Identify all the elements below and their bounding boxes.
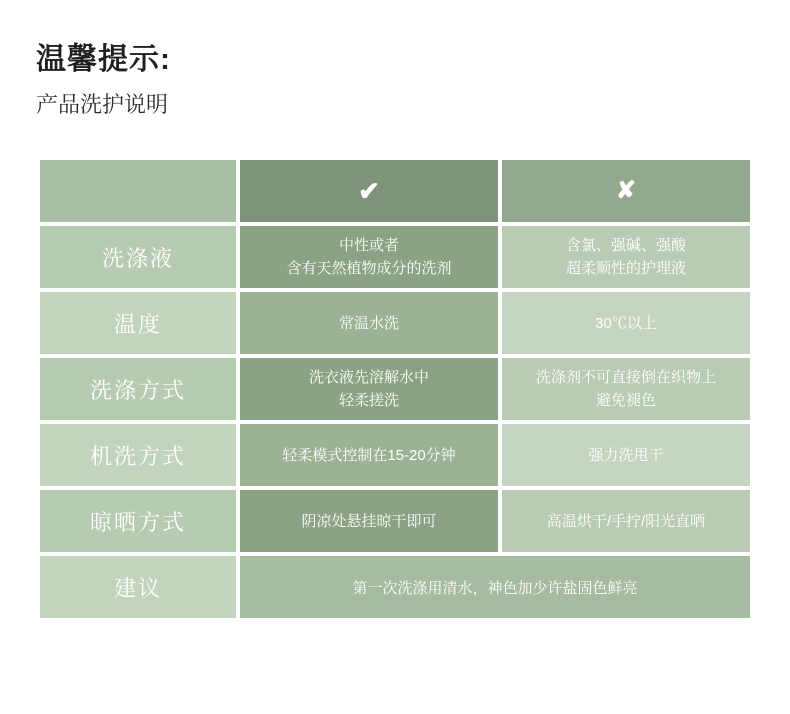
cross-icon: ✘ <box>615 177 637 205</box>
header-blank-cell <box>40 160 236 222</box>
row-dont-value <box>502 358 750 420</box>
row-label: 温度 <box>40 292 236 354</box>
row-label: 洗涤液 <box>40 226 236 288</box>
do-line: 含有天然植物成分的洗剂 <box>286 260 452 278</box>
table-row <box>40 490 750 552</box>
row-dont-value <box>502 226 750 288</box>
row-dont-value <box>502 292 750 354</box>
row-dont-value <box>502 490 750 552</box>
table-row <box>40 358 750 420</box>
page-subtitle: 产品洗护说明 <box>36 92 169 117</box>
row-do-value <box>240 226 498 288</box>
row-label: 机洗方式 <box>40 424 236 486</box>
advice-value: 第一次洗涤用清水，神色加少许盐固色鲜亮 <box>240 556 750 618</box>
do-line: 常温水洗 <box>338 314 399 332</box>
dont-line: 30℃以上 <box>595 314 657 332</box>
advice-label: 建议 <box>40 556 236 618</box>
do-line: 轻柔搓洗 <box>338 392 399 410</box>
row-do-value <box>240 292 498 354</box>
do-line: 中性或者 <box>338 237 399 255</box>
check-icon: ✔ <box>358 175 380 206</box>
dont-line: 洗涤剂不可直接倒在织物上 <box>535 369 716 387</box>
header-do-cell <box>240 160 498 222</box>
dont-line: 超柔顺性的护理液 <box>565 260 686 278</box>
do-line: 洗衣液先溶解水中 <box>308 369 429 387</box>
row-label: 洗涤方式 <box>40 358 236 420</box>
row-do-value <box>240 424 498 486</box>
table-row <box>40 292 750 354</box>
dont-line: 含氯、强碱、强酸 <box>565 237 686 255</box>
table-row <box>40 424 750 486</box>
row-do-value <box>240 490 498 552</box>
care-instructions-table <box>36 156 754 622</box>
do-line: 轻柔模式控制在15-20分钟 <box>282 446 456 464</box>
page-title: 温馨提示: <box>36 43 171 76</box>
dont-line: 强力洗甩干 <box>588 446 664 464</box>
table-header-row <box>40 160 750 222</box>
dont-line: 高温烘干/手拧/阳光直晒 <box>546 512 706 530</box>
row-do-value <box>240 358 498 420</box>
row-dont-value <box>502 424 750 486</box>
table-advice-row <box>40 556 750 618</box>
header-dont-cell <box>502 160 750 222</box>
do-line: 阴凉处悬挂晾干即可 <box>301 512 437 530</box>
row-label: 晾晒方式 <box>40 490 236 552</box>
table-row <box>40 226 750 288</box>
dont-line: 避免褪色 <box>595 392 656 410</box>
